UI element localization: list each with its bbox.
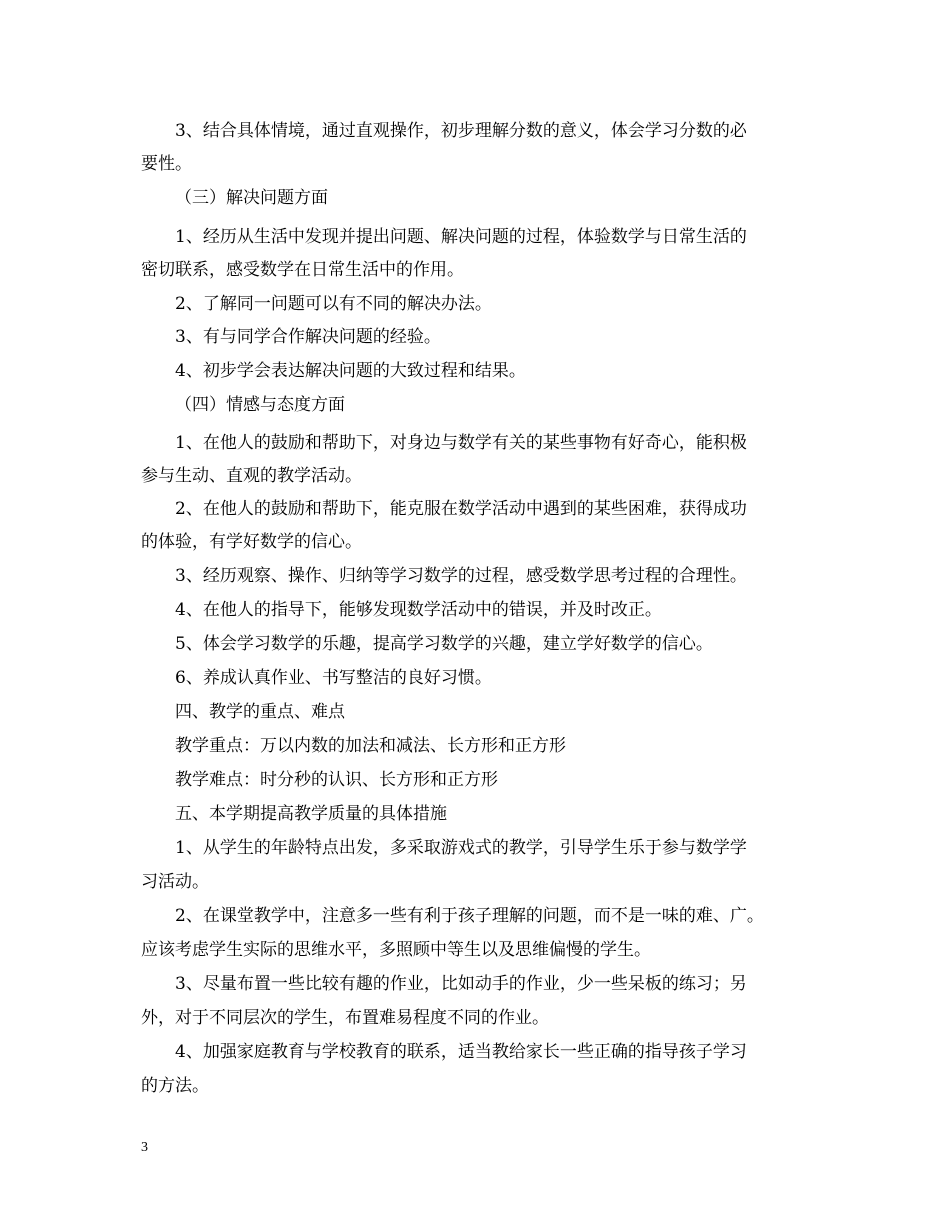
paragraph-line: 1、在他人的鼓励和帮助下，对身边与数学有关的某些事物有好奇心，能积极 <box>175 433 747 453</box>
paragraph-line: 2、在他人的鼓励和帮助下，能克服在数学活动中遇到的某些困难，获得成功 <box>175 499 747 519</box>
paragraph-line: 1、经历从生活中发现并提出问题、解决问题的过程，体验数学与日常生活的 <box>175 227 747 247</box>
paragraph-line: 教学难点：时分秒的认识、长方形和正方形 <box>175 770 498 790</box>
paragraph-line: 外，对于不同层次的学生，布置难易程度不同的作业。 <box>141 1008 549 1028</box>
paragraph-line: 教学重点：万以内数的加法和减法、长方形和正方形 <box>175 736 566 756</box>
paragraph-line: 3、尽量布置一些比较有趣的作业，比如动手的作业，少一些呆板的练习；另 <box>175 974 747 994</box>
paragraph-line: 2、在课堂教学中，注意多一些有利于孩子理解的问题，而不是一味的难、广。 <box>175 906 764 926</box>
paragraph-line: 密切联系，感受数学在日常生活中的作用。 <box>141 260 464 280</box>
paragraph-line: 要性。 <box>141 154 192 174</box>
paragraph-line: 参与生动、直观的教学活动。 <box>141 466 362 486</box>
paragraph-line: 3、经历观察、操作、归纳等学习数学的过程，感受数学思考过程的合理性。 <box>175 566 747 586</box>
paragraph-line: 3、有与同学合作解决问题的经验。 <box>175 327 441 347</box>
paragraph-line: 3、结合具体情境，通过直观操作，初步理解分数的意义，体会学习分数的必 <box>175 121 747 141</box>
paragraph-line: 4、加强家庭教育与学校教育的联系，适当教给家长一些正确的指导孩子学习 <box>175 1042 747 1062</box>
section-heading: （三）解决问题方面 <box>175 188 328 208</box>
section-heading: 五、本学期提高教学质量的具体措施 <box>175 804 447 824</box>
section-heading: （四）情感与态度方面 <box>175 395 345 415</box>
section-heading: 四、教学的重点、难点 <box>175 702 345 722</box>
paragraph-line: 2、了解同一问题可以有不同的解决办法。 <box>175 294 492 314</box>
paragraph-line: 的方法。 <box>141 1076 209 1096</box>
paragraph-line: 应该考虑学生实际的思维水平，多照顾中等生以及思维偏慢的学生。 <box>141 940 651 960</box>
paragraph-line: 习活动。 <box>141 872 209 892</box>
paragraph-line: 4、在他人的指导下，能够发现数学活动中的错误，并及时改正。 <box>175 600 662 620</box>
paragraph-line: 的体验，有学好数学的信心。 <box>141 532 362 552</box>
paragraph-line: 1、从学生的年龄特点出发，多采取游戏式的教学，引导学生乐于参与数学学 <box>175 838 747 858</box>
page-number: 3 <box>141 1140 148 1155</box>
paragraph-line: 4、初步学会表达解决问题的大致过程和结果。 <box>175 361 526 381</box>
paragraph-line: 6、养成认真作业、书写整洁的良好习惯。 <box>175 668 492 688</box>
paragraph-line: 5、体会学习数学的乐趣，提高学习数学的兴趣，建立学好数学的信心。 <box>175 634 713 654</box>
